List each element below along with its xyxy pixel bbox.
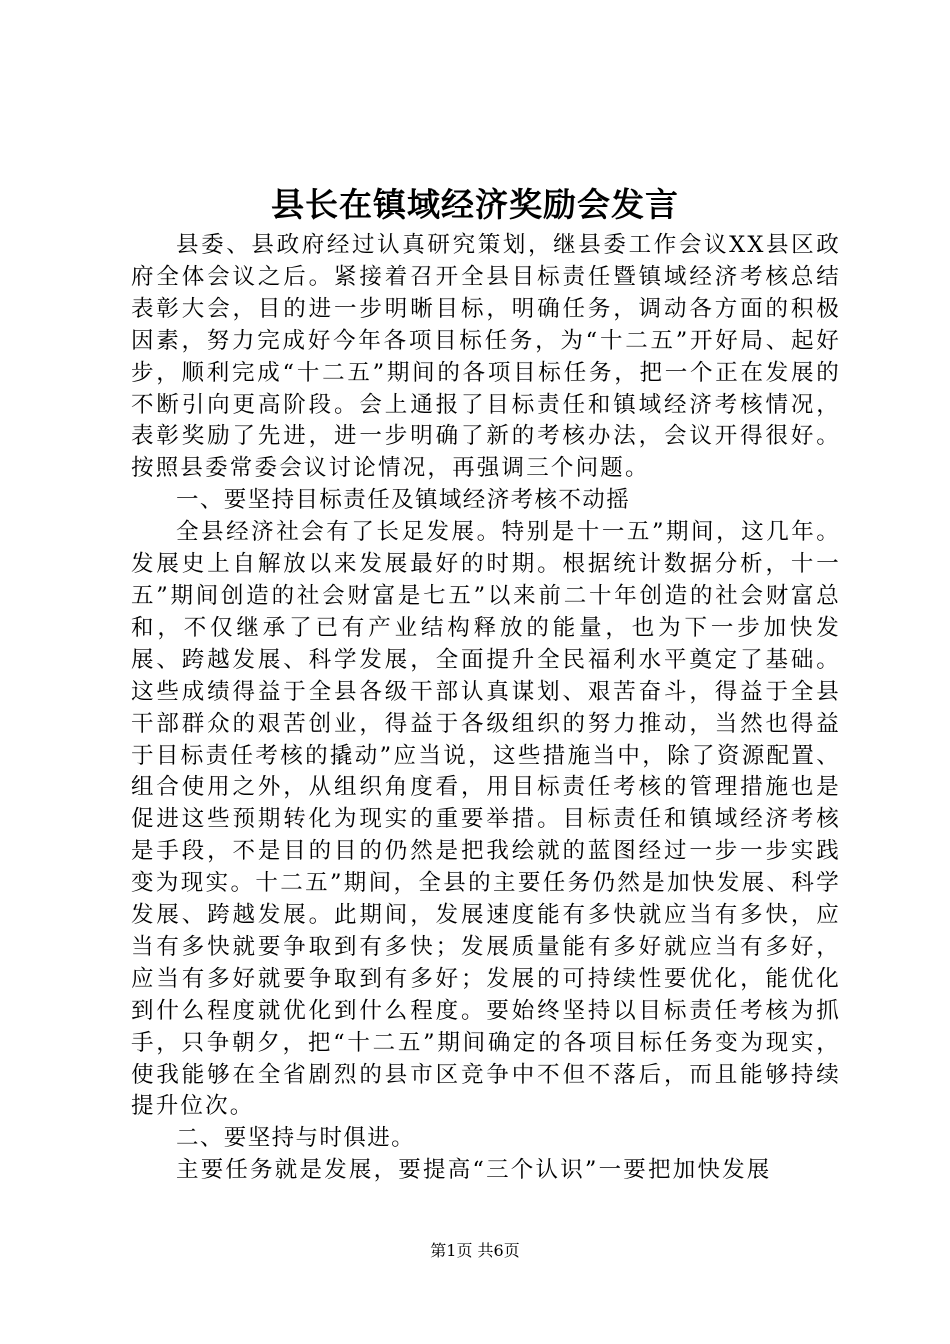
section-heading-1: 一、要坚持目标责任及镇域经济考核不动摇: [176, 487, 631, 514]
document-body: [131, 230, 841, 1187]
paragraph-intro: 县委、县政府经过认真研究策划，继县委工作会议XX县区政府全体会议之后。紧接着召开全县目标责任暨镇域经济考核总结表彰大会，目的进一步明晰目标，明确任务，调动各方面的积极因素，努力完成好今年各项目标任务，为“十二五”开好局、起好步，顺利完成“十二五”期间的各项目标任务，把一个正在发展的不断引向更高阶段。会上通报了目标责任和镇域经济考核情况，表彰奖励了先进，进一步明确了新的考核办法，会议开得很好。按照县委常委会议讨论情况，再强调三个问题。: [131, 232, 841, 482]
paragraph-section-2: 主要任务就是发展，要提高“三个认识”一要把加快发展: [176, 1157, 772, 1184]
paragraph-section-1: 全县经济社会有了长足发展。特别是十一五”期间，这几年。发展史上自解放以来发展最好的时期。根据统计数据分析，十一五”期间创造的社会财富是七五”以来前二十年创造的社会财富总和，不仅继承了已有产业结构释放的能量，也为下一步加快发展、跨越发展、科学发展，全面提升全民福利水平奠定了基础。这些成绩得益于全县各级干部认真谋划、艰苦奋斗，得益于全县干部群众的艰苦创业，得益于各级组织的努力推动，当然也得益于目标责任考核的撬动”应当说，这些措施当中，除了资源配置、组合使用之外，从组织角度看，用目标责任考核的管理措施也是促进这些预期转化为现实的重要举措。目标责任和镇域经济考核是手段，不是目的目的仍然是把我绘就的蓝图经过一步一步实践变为现实。十二五”期间，全县的主要任务仍然是加快发展、科学发展、跨越发展。此期间，发展速度能有多快就应当有多快，应当有多快就要争取到有多快；发展质量能有多好就应当有多好，应当有多好就要争取到有多好；发展的可持续性要优化，能优化到什么程度就优化到什么程度。要始终坚持以目标责任考核为抓手，只争朝夕，把“十二五”期间确定的各项目标任务变为现实，使我能够在全省剧烈的县市区竞争中不但不落后，而且能够持续提升位次。: [131, 519, 841, 1120]
section-heading-2: 二、要坚持与时俱进。: [176, 1125, 416, 1152]
page-footer: 第1页 共6页: [430, 1241, 520, 1260]
document-title: 县长在镇域经济奖励会发言: [271, 185, 679, 224]
